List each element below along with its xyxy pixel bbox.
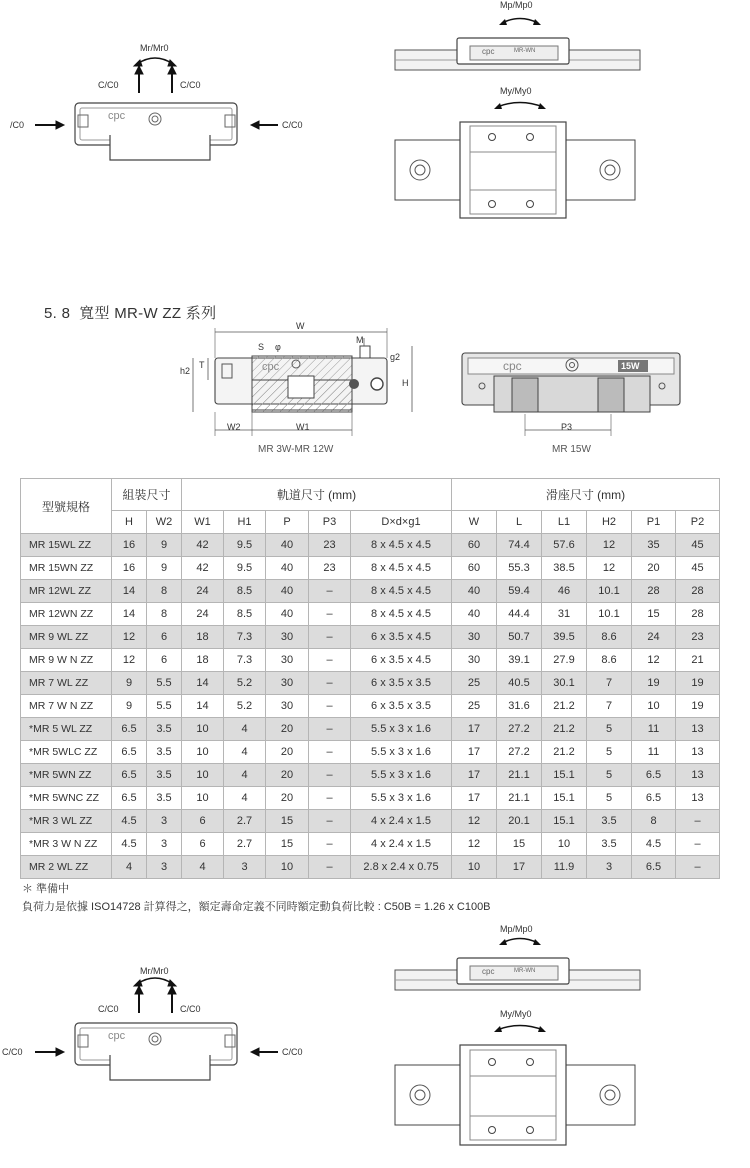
value-cell: 19 [676,695,720,718]
value-cell: 4 [182,856,224,879]
value-cell: 6.5 [112,764,147,787]
value-cell: 18 [182,626,224,649]
value-cell: 23 [309,557,351,580]
side-load-left: /C0 [10,120,25,130]
table-row [21,741,720,764]
star-note: ＊ 準備中 [22,883,70,895]
value-cell: 8.6 [587,649,632,672]
value-cell: 39.5 [542,626,587,649]
value-cell: 4.5 [112,810,147,833]
value-cell: 42 [182,557,224,580]
value-cell: 28 [676,603,720,626]
value-cell: 9 [112,695,147,718]
end-view-block [75,103,237,160]
value-cell: 13 [676,787,720,810]
model-cell: *MR 3 WL ZZ [21,810,112,833]
value-cell: 5.2 [224,695,266,718]
top-view-model: MR-WN [514,48,536,54]
value-cell: 27.2 [497,718,542,741]
value-cell: 27.9 [542,649,587,672]
value-cell: 6 x 3.5 x 4.5 [351,626,452,649]
load-label-right-bottom: C/C0 [180,1004,201,1014]
value-cell: 4 [224,787,266,810]
value-cell: 4.5 [632,833,676,856]
value-cell: 20.1 [497,810,542,833]
value-cell: – [309,741,351,764]
subheader-cell: H2 [587,511,632,534]
value-cell: – [309,649,351,672]
value-cell: 12 [452,810,497,833]
value-cell: 8 x 4.5 x 4.5 [351,557,452,580]
section-number: 5. 8 [44,305,71,322]
value-cell: 3 [147,810,182,833]
value-cell: 25 [452,672,497,695]
value-cell: – [676,810,720,833]
subheader-cell: W2 [147,511,182,534]
value-cell: 20 [266,718,309,741]
value-cell: 4.5 [112,833,147,856]
value-cell: 2.7 [224,810,266,833]
value-cell: 3.5 [147,764,182,787]
value-cell: – [309,833,351,856]
value-cell: 40 [452,603,497,626]
subheader-cell: H1 [224,511,266,534]
value-cell: 55.3 [497,557,542,580]
moment-label-mp-bottom: Mp/Mp0 [500,924,533,934]
subheader-cell: L [497,511,542,534]
value-cell: 8 [147,603,182,626]
value-cell: 23 [676,626,720,649]
value-cell: 60 [452,557,497,580]
dim-g2: g2 [390,352,401,362]
value-cell: 12 [112,649,147,672]
moment-label-mr: Mr/Mr0 [140,43,169,53]
value-cell: – [309,856,351,879]
value-cell: 5.5 x 3 x 1.6 [351,741,452,764]
value-cell: 10 [182,718,224,741]
model-cell: MR 9 W N ZZ [21,649,112,672]
section-heading: 寬型 MR-W ZZ 系列 [79,305,217,322]
cross-section-drawing [193,328,412,436]
value-cell: 15 [497,833,542,856]
value-cell: 40 [452,580,497,603]
value-cell: – [309,626,351,649]
value-cell: 57.6 [542,534,587,557]
moment-label-mr-bottom: Mr/Mr0 [140,966,169,976]
value-cell: 13 [676,718,720,741]
value-cell: 21.2 [542,695,587,718]
value-cell: 10 [266,856,309,879]
subheader-cell: P [266,511,309,534]
value-cell: 19 [676,672,720,695]
model-cell: MR 2 WL ZZ [21,856,112,879]
value-cell: 40 [266,534,309,557]
value-cell: 10 [182,787,224,810]
value-cell: 21.2 [542,718,587,741]
value-cell: 38.5 [542,557,587,580]
value-cell: 45 [676,534,720,557]
value-cell: 10.1 [587,603,632,626]
value-cell: 2.8 x 2.4 x 0.75 [351,856,452,879]
value-cell: 6 [147,626,182,649]
dim-w1: W1 [296,422,310,432]
dim-phi: φ [275,342,281,352]
value-cell: 28 [632,580,676,603]
value-cell: 7 [587,695,632,718]
model-cell: MR 9 WL ZZ [21,626,112,649]
value-cell: 14 [182,672,224,695]
moment-label-mp: Mp/Mp0 [500,0,533,10]
table-row [21,603,720,626]
value-cell: 8 [147,580,182,603]
value-cell: 46 [542,580,587,603]
value-cell: 3.5 [147,741,182,764]
dim-w2: W2 [227,422,241,432]
value-cell: 17 [452,718,497,741]
subheader-cell: W [452,511,497,534]
value-cell: 25 [452,695,497,718]
bottom-load-diagram [0,920,750,1163]
subheader-cell: P2 [676,511,720,534]
value-cell: 14 [182,695,224,718]
side-load-left-bottom: C/C0 [2,1047,23,1057]
value-cell: 4 x 2.4 x 1.5 [351,833,452,856]
value-cell: 42 [182,534,224,557]
value-cell: 17 [497,856,542,879]
header-rail: 軌道尺寸 (mm) [182,479,452,511]
value-cell: 6.5 [632,764,676,787]
caption-right: MR 15W [552,444,591,455]
value-cell: 4 [224,764,266,787]
value-cell: 7.3 [224,626,266,649]
value-cell: 10 [182,741,224,764]
table-body [21,534,720,879]
value-cell: 6 x 3.5 x 3.5 [351,695,452,718]
table-header-group-row [21,479,720,511]
value-cell: 6.5 [112,787,147,810]
value-cell: 40.5 [497,672,542,695]
value-cell: – [309,672,351,695]
value-cell: 8.6 [587,626,632,649]
end-view-block-bottom [75,1023,237,1080]
value-cell: 5 [587,718,632,741]
model-cell: MR 15WN ZZ [21,557,112,580]
value-cell: 23 [309,534,351,557]
value-cell: 17 [452,764,497,787]
value-cell: 14 [112,603,147,626]
top-view-logo-bottom: cpc [482,967,495,976]
value-cell: 5.5 x 3 x 1.6 [351,764,452,787]
value-cell: 12 [587,534,632,557]
value-cell: 31.6 [497,695,542,718]
value-cell: – [676,833,720,856]
value-cell: – [309,718,351,741]
value-cell: 6 [182,810,224,833]
value-cell: 9.5 [224,534,266,557]
value-cell: 6 [147,649,182,672]
value-cell: 16 [112,557,147,580]
value-cell: 4 [224,741,266,764]
subheader-cell: P1 [632,511,676,534]
load-note-text: 負荷力是依據 ISO14728 計算得之，額定壽命定義不同時額定動負荷比較 : C50B = 1.26 x C100B [22,901,491,913]
value-cell: 15.1 [542,764,587,787]
value-cell: 10 [182,764,224,787]
value-cell: 12 [632,649,676,672]
value-cell: 30 [266,672,309,695]
value-cell: 74.4 [497,534,542,557]
value-cell: – [309,580,351,603]
value-cell: 15 [266,833,309,856]
model-cell: MR 15WL ZZ [21,534,112,557]
value-cell: 5 [587,741,632,764]
value-cell: 6 x 3.5 x 4.5 [351,649,452,672]
value-cell: 4 [112,856,147,879]
value-cell: 6.5 [632,787,676,810]
load-label-left-bottom: C/C0 [98,1004,119,1014]
value-cell: 12 [452,833,497,856]
value-cell: 6 [182,833,224,856]
value-cell: 9.5 [224,557,266,580]
drawing-logo-right: cpc [503,359,522,373]
value-cell: – [309,787,351,810]
value-cell: 10.1 [587,580,632,603]
header-model: 型號規格 [21,479,112,534]
cpc-logo: cpc [108,110,126,122]
value-cell: – [309,603,351,626]
model-cell: MR 12WL ZZ [21,580,112,603]
value-cell: 14 [112,580,147,603]
value-cell: 5.5 x 3 x 1.6 [351,718,452,741]
value-cell: 21.1 [497,787,542,810]
value-cell: 24 [182,580,224,603]
value-cell: – [309,695,351,718]
moment-label-my-bottom: My/My0 [500,1009,532,1019]
value-cell: 39.1 [497,649,542,672]
model-badge: 15W [621,361,640,371]
value-cell: 11 [632,718,676,741]
value-cell: 7.3 [224,649,266,672]
top-load-diagram [0,0,750,230]
load-label-right: C/C0 [180,80,201,90]
dim-h2: h2 [180,366,191,376]
technical-drawing [0,318,750,463]
value-cell: 18 [182,649,224,672]
value-cell: 6.5 [112,741,147,764]
value-cell: 3.5 [587,833,632,856]
header-block: 滑座尺寸 (mm) [452,479,720,511]
top-view-rail [395,19,640,71]
moment-label-my: My/My0 [500,86,532,96]
value-cell: 8 x 4.5 x 4.5 [351,580,452,603]
value-cell: 44.4 [497,603,542,626]
value-cell: 8 [632,810,676,833]
value-cell: 30 [452,649,497,672]
value-cell: 20 [266,787,309,810]
value-cell: 3 [224,856,266,879]
dim-t: T [199,360,205,370]
dim-w: W [296,321,305,331]
value-cell: 21.2 [542,741,587,764]
caption-left: MR 3W-MR 12W [258,444,334,455]
value-cell: 8 x 4.5 x 4.5 [351,603,452,626]
value-cell: 30 [266,649,309,672]
value-cell: 59.4 [497,580,542,603]
value-cell: 28 [676,580,720,603]
value-cell: 50.7 [497,626,542,649]
value-cell: 13 [676,764,720,787]
model-cell: *MR 5WNC ZZ [21,787,112,810]
value-cell: 13 [676,741,720,764]
top-view-rail-bottom [395,939,640,991]
subheader-cell: D×d×g1 [351,511,452,534]
value-cell: 5.5 [147,695,182,718]
table-row [21,856,720,879]
value-cell: 17 [452,741,497,764]
value-cell: 5.5 x 3 x 1.6 [351,787,452,810]
load-note [22,898,491,914]
value-cell: 5 [587,764,632,787]
plan-view [395,103,635,219]
dim-p3: P3 [561,422,573,432]
spec-table [20,478,720,879]
top-view-model-bottom: MR-WN [514,968,536,974]
value-cell: 8.5 [224,580,266,603]
value-cell: 7 [587,672,632,695]
value-cell: 3.5 [587,810,632,833]
table-row [21,695,720,718]
value-cell: 4 [224,718,266,741]
value-cell: 3 [587,856,632,879]
value-cell: 30 [452,626,497,649]
value-cell: 15.1 [542,787,587,810]
top-view-logo: cpc [482,47,495,56]
value-cell: 27.2 [497,741,542,764]
value-cell: 10 [452,856,497,879]
value-cell: 9 [112,672,147,695]
technical-drawing-svg [0,318,750,463]
value-cell: 9 [147,534,182,557]
value-cell: 3.5 [147,718,182,741]
value-cell: 3.5 [147,787,182,810]
table-row [21,557,720,580]
model-cell: MR 7 WL ZZ [21,672,112,695]
value-cell: 20 [266,764,309,787]
value-cell: 15.1 [542,810,587,833]
value-cell: 3 [147,856,182,879]
value-cell: 40 [266,580,309,603]
table-row [21,626,720,649]
value-cell: 24 [632,626,676,649]
value-cell: 24 [182,603,224,626]
value-cell: 31 [542,603,587,626]
table-row [21,649,720,672]
value-cell: 5.5 [147,672,182,695]
value-cell: 10 [542,833,587,856]
value-cell: 8.5 [224,603,266,626]
value-cell: – [309,764,351,787]
value-cell: 35 [632,534,676,557]
model-cell: *MR 5 WL ZZ [21,718,112,741]
dim-s: S [258,342,265,352]
value-cell: 8 x 4.5 x 4.5 [351,534,452,557]
table-subheader-row [21,511,720,534]
value-cell: 11 [632,741,676,764]
dim-m: M [356,335,364,345]
value-cell: – [676,856,720,879]
model-cell: MR 7 W N ZZ [21,695,112,718]
model-cell: *MR 5WN ZZ [21,764,112,787]
value-cell: 2.7 [224,833,266,856]
model-cell: *MR 5WLC ZZ [21,741,112,764]
drawing-logo-left: cpc [262,361,280,373]
value-cell: 5 [587,787,632,810]
value-cell: 15 [266,810,309,833]
value-cell: 60 [452,534,497,557]
table-row [21,580,720,603]
value-cell: 40 [266,603,309,626]
value-cell: 40 [266,557,309,580]
table-row [21,534,720,557]
header-assembly: 組裝尺寸 [112,479,182,511]
value-cell: 20 [266,741,309,764]
cpc-logo-bottom: cpc [108,1030,126,1042]
value-cell: 20 [632,557,676,580]
subheader-cell: W1 [182,511,224,534]
value-cell: 30 [266,695,309,718]
subheader-cell: L1 [542,511,587,534]
table-row [21,672,720,695]
model-cell: *MR 3 W N ZZ [21,833,112,856]
value-cell: 4 x 2.4 x 1.5 [351,810,452,833]
dim-h: H [402,378,409,388]
value-cell: 19 [632,672,676,695]
table-row [21,764,720,787]
value-cell: – [309,810,351,833]
side-load-right: C/C0 [282,120,303,130]
table-row [21,718,720,741]
value-cell: 6 x 3.5 x 3.5 [351,672,452,695]
value-cell: 11.9 [542,856,587,879]
value-cell: 9 [147,557,182,580]
value-cell: 3 [147,833,182,856]
value-cell: 45 [676,557,720,580]
model-cell: MR 12WN ZZ [21,603,112,626]
value-cell: 6.5 [632,856,676,879]
value-cell: 6.5 [112,718,147,741]
value-cell: 12 [112,626,147,649]
value-cell: 5.2 [224,672,266,695]
load-label-left: C/C0 [98,80,119,90]
side-load-right-bottom: C/C0 [282,1047,303,1057]
value-cell: 21 [676,649,720,672]
value-cell: 12 [587,557,632,580]
value-cell: 30 [266,626,309,649]
value-cell: 16 [112,534,147,557]
value-cell: 10 [632,695,676,718]
table-row [21,787,720,810]
value-cell: 15 [632,603,676,626]
value-cell: 17 [452,787,497,810]
table-row [21,810,720,833]
subheader-cell: P3 [309,511,351,534]
value-cell: 21.1 [497,764,542,787]
value-cell: 30.1 [542,672,587,695]
plan-view-bottom [395,1026,635,1146]
table-row [21,833,720,856]
subheader-cell: H [112,511,147,534]
